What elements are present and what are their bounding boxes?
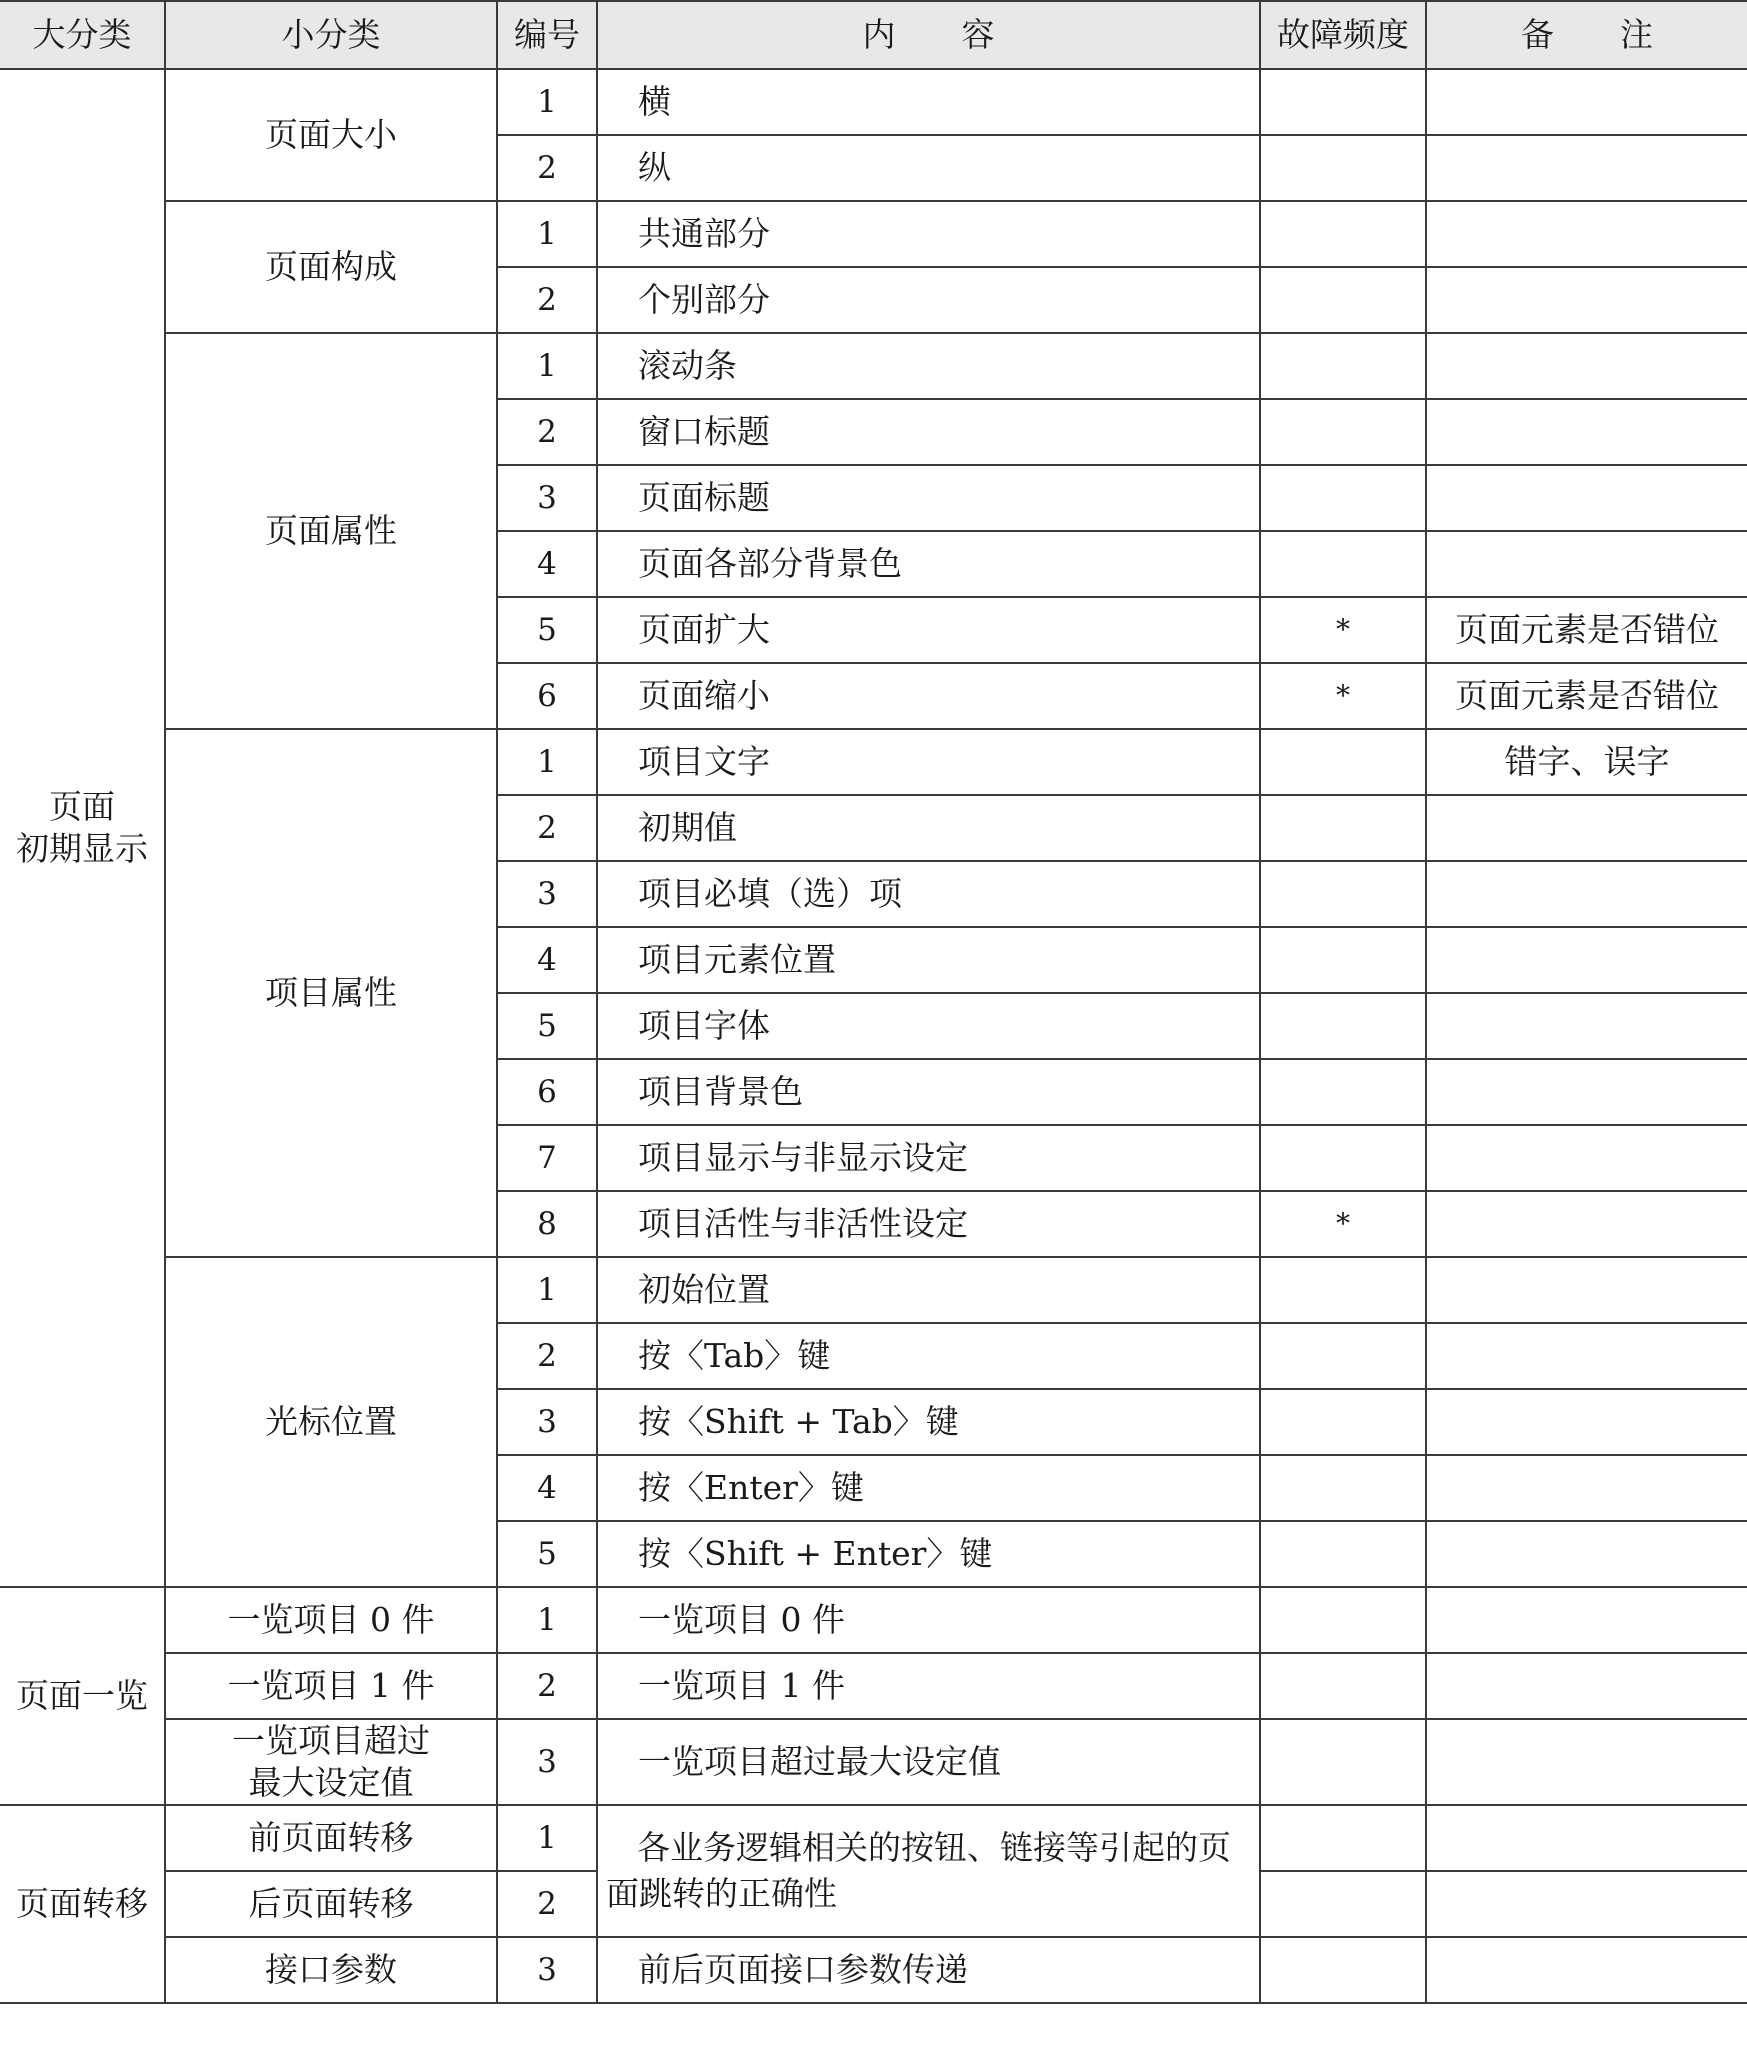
content-cell: 按〈Shift + Tab〉键 <box>597 1389 1260 1455</box>
content-cell: 一览项目 0 件 <box>597 1587 1260 1653</box>
content-cell: 页面缩小 <box>597 663 1260 729</box>
frequency-cell <box>1260 927 1426 993</box>
content-cell: 项目必填（选）项 <box>597 861 1260 927</box>
table-row <box>0 1257 1747 1323</box>
note-cell <box>1426 1059 1747 1125</box>
number-cell: 2 <box>497 267 597 333</box>
content-cell: 项目文字 <box>597 729 1260 795</box>
note-cell <box>1426 1521 1747 1587</box>
content-cell: 页面标题 <box>597 465 1260 531</box>
frequency-cell <box>1260 993 1426 1059</box>
note-cell <box>1426 1653 1747 1719</box>
frequency-cell <box>1260 1937 1426 2003</box>
number-cell: 2 <box>497 1871 597 1937</box>
number-cell: 3 <box>497 465 597 531</box>
table-row <box>0 1587 1747 1653</box>
note-cell <box>1426 135 1747 201</box>
number-cell: 1 <box>497 729 597 795</box>
subcategory-cell: 一览项目 0 件 <box>165 1587 497 1653</box>
number-cell: 3 <box>497 1389 597 1455</box>
number-cell: 5 <box>497 993 597 1059</box>
subcategory-cell: 后页面转移 <box>165 1871 497 1937</box>
frequency-cell <box>1260 1125 1426 1191</box>
content-cell: 纵 <box>597 135 1260 201</box>
note-cell <box>1426 993 1747 1059</box>
content-cell: 窗口标题 <box>597 399 1260 465</box>
header-remarks: 备 注 <box>1426 1 1747 69</box>
subcategory-cell: 一览项目 1 件 <box>165 1653 497 1719</box>
number-cell: 8 <box>497 1191 597 1257</box>
note-cell <box>1426 861 1747 927</box>
header-content: 内 容 <box>597 1 1260 69</box>
number-cell: 6 <box>497 1059 597 1125</box>
table-row <box>0 201 1747 267</box>
note-cell <box>1426 1191 1747 1257</box>
note-cell <box>1426 201 1747 267</box>
note-cell <box>1426 69 1747 135</box>
number-cell: 2 <box>497 1323 597 1389</box>
number-cell: 4 <box>497 1455 597 1521</box>
note-cell <box>1426 531 1747 597</box>
frequency-cell <box>1260 1587 1426 1653</box>
number-cell: 2 <box>497 399 597 465</box>
note-cell <box>1426 1871 1747 1937</box>
content-cell: 滚动条 <box>597 333 1260 399</box>
number-cell: 5 <box>497 1521 597 1587</box>
frequency-cell <box>1260 1521 1426 1587</box>
content-cell: 项目背景色 <box>597 1059 1260 1125</box>
note-cell <box>1426 795 1747 861</box>
frequency-cell <box>1260 465 1426 531</box>
number-cell: 7 <box>497 1125 597 1191</box>
content-cell: 个别部分 <box>597 267 1260 333</box>
content-cell: 按〈Tab〉键 <box>597 1323 1260 1389</box>
header-number: 编号 <box>497 1 597 69</box>
header-major-category: 大分类 <box>0 1 165 69</box>
subcategory-cell: 一览项目超过 最大设定值 <box>165 1719 497 1805</box>
number-cell: 2 <box>497 135 597 201</box>
table-row <box>0 1937 1747 2003</box>
note-cell <box>1426 1389 1747 1455</box>
note-cell <box>1426 1125 1747 1191</box>
frequency-cell <box>1260 1389 1426 1455</box>
number-cell: 1 <box>497 69 597 135</box>
frequency-cell <box>1260 1871 1426 1937</box>
note-cell <box>1426 1323 1747 1389</box>
content-cell: 按〈Enter〉键 <box>597 1455 1260 1521</box>
number-cell: 1 <box>497 201 597 267</box>
table-row <box>0 1805 1747 1871</box>
subcategory-cell: 光标位置 <box>165 1257 497 1587</box>
frequency-cell <box>1260 861 1426 927</box>
number-cell: 3 <box>497 861 597 927</box>
number-cell: 1 <box>497 1587 597 1653</box>
subcategory-cell: 页面大小 <box>165 69 497 201</box>
frequency-cell <box>1260 531 1426 597</box>
frequency-cell <box>1260 1257 1426 1323</box>
number-cell: 6 <box>497 663 597 729</box>
frequency-cell <box>1260 333 1426 399</box>
number-cell: 1 <box>497 333 597 399</box>
note-cell <box>1426 1719 1747 1805</box>
frequency-cell <box>1260 795 1426 861</box>
frequency-cell <box>1260 1719 1426 1805</box>
note-cell <box>1426 1257 1747 1323</box>
content-cell: 初期值 <box>597 795 1260 861</box>
category-cell: 页面 初期显示 <box>0 69 165 1587</box>
frequency-cell: * <box>1260 1191 1426 1257</box>
header-failure-frequency: 故障频度 <box>1260 1 1426 69</box>
note-cell: 页面元素是否错位 <box>1426 597 1747 663</box>
note-cell <box>1426 399 1747 465</box>
table-row <box>0 333 1747 399</box>
frequency-cell <box>1260 399 1426 465</box>
subcategory-cell: 接口参数 <box>165 1937 497 2003</box>
content-cell: 各业务逻辑相关的按钮、链接等引起的页面跳转的正确性 <box>597 1805 1260 1937</box>
note-cell <box>1426 1937 1747 2003</box>
subcategory-cell: 前页面转移 <box>165 1805 497 1871</box>
frequency-cell <box>1260 135 1426 201</box>
frequency-cell <box>1260 1323 1426 1389</box>
content-cell: 初始位置 <box>597 1257 1260 1323</box>
content-cell: 共通部分 <box>597 201 1260 267</box>
number-cell: 1 <box>497 1805 597 1871</box>
note-cell <box>1426 1805 1747 1871</box>
number-cell: 4 <box>497 531 597 597</box>
frequency-cell: * <box>1260 597 1426 663</box>
subcategory-cell: 页面构成 <box>165 201 497 333</box>
table-row <box>0 69 1747 135</box>
number-cell: 5 <box>497 597 597 663</box>
frequency-cell <box>1260 1653 1426 1719</box>
header-row <box>0 1 1747 69</box>
content-cell: 项目活性与非活性设定 <box>597 1191 1260 1257</box>
content-cell: 横 <box>597 69 1260 135</box>
note-cell <box>1426 1455 1747 1521</box>
frequency-cell <box>1260 1455 1426 1521</box>
frequency-cell <box>1260 1059 1426 1125</box>
category-cell: 页面转移 <box>0 1805 165 2003</box>
frequency-cell <box>1260 729 1426 795</box>
number-cell: 4 <box>497 927 597 993</box>
content-cell: 前后页面接口参数传递 <box>597 1937 1260 2003</box>
table-row <box>0 729 1747 795</box>
category-cell: 页面一览 <box>0 1587 165 1805</box>
content-cell: 页面扩大 <box>597 597 1260 663</box>
number-cell: 2 <box>497 1653 597 1719</box>
content-cell: 页面各部分背景色 <box>597 531 1260 597</box>
frequency-cell <box>1260 69 1426 135</box>
number-cell: 2 <box>497 795 597 861</box>
note-cell: 页面元素是否错位 <box>1426 663 1747 729</box>
number-cell: 3 <box>497 1719 597 1805</box>
frequency-cell <box>1260 201 1426 267</box>
note-cell <box>1426 333 1747 399</box>
subcategory-cell: 页面属性 <box>165 333 497 729</box>
content-cell: 项目显示与非显示设定 <box>597 1125 1260 1191</box>
note-cell <box>1426 267 1747 333</box>
content-cell: 一览项目 1 件 <box>597 1653 1260 1719</box>
note-cell <box>1426 465 1747 531</box>
number-cell: 3 <box>497 1937 597 2003</box>
content-cell: 项目字体 <box>597 993 1260 1059</box>
frequency-cell <box>1260 267 1426 333</box>
note-cell <box>1426 927 1747 993</box>
frequency-cell: * <box>1260 663 1426 729</box>
table-row <box>0 1653 1747 1719</box>
header-minor-category: 小分类 <box>165 1 497 69</box>
number-cell: 1 <box>497 1257 597 1323</box>
subcategory-cell: 项目属性 <box>165 729 497 1257</box>
frequency-cell <box>1260 1805 1426 1871</box>
content-cell: 项目元素位置 <box>597 927 1260 993</box>
note-cell <box>1426 1587 1747 1653</box>
content-cell: 一览项目超过最大设定值 <box>597 1719 1260 1805</box>
note-cell: 错字、误字 <box>1426 729 1747 795</box>
content-cell: 按〈Shift + Enter〉键 <box>597 1521 1260 1587</box>
